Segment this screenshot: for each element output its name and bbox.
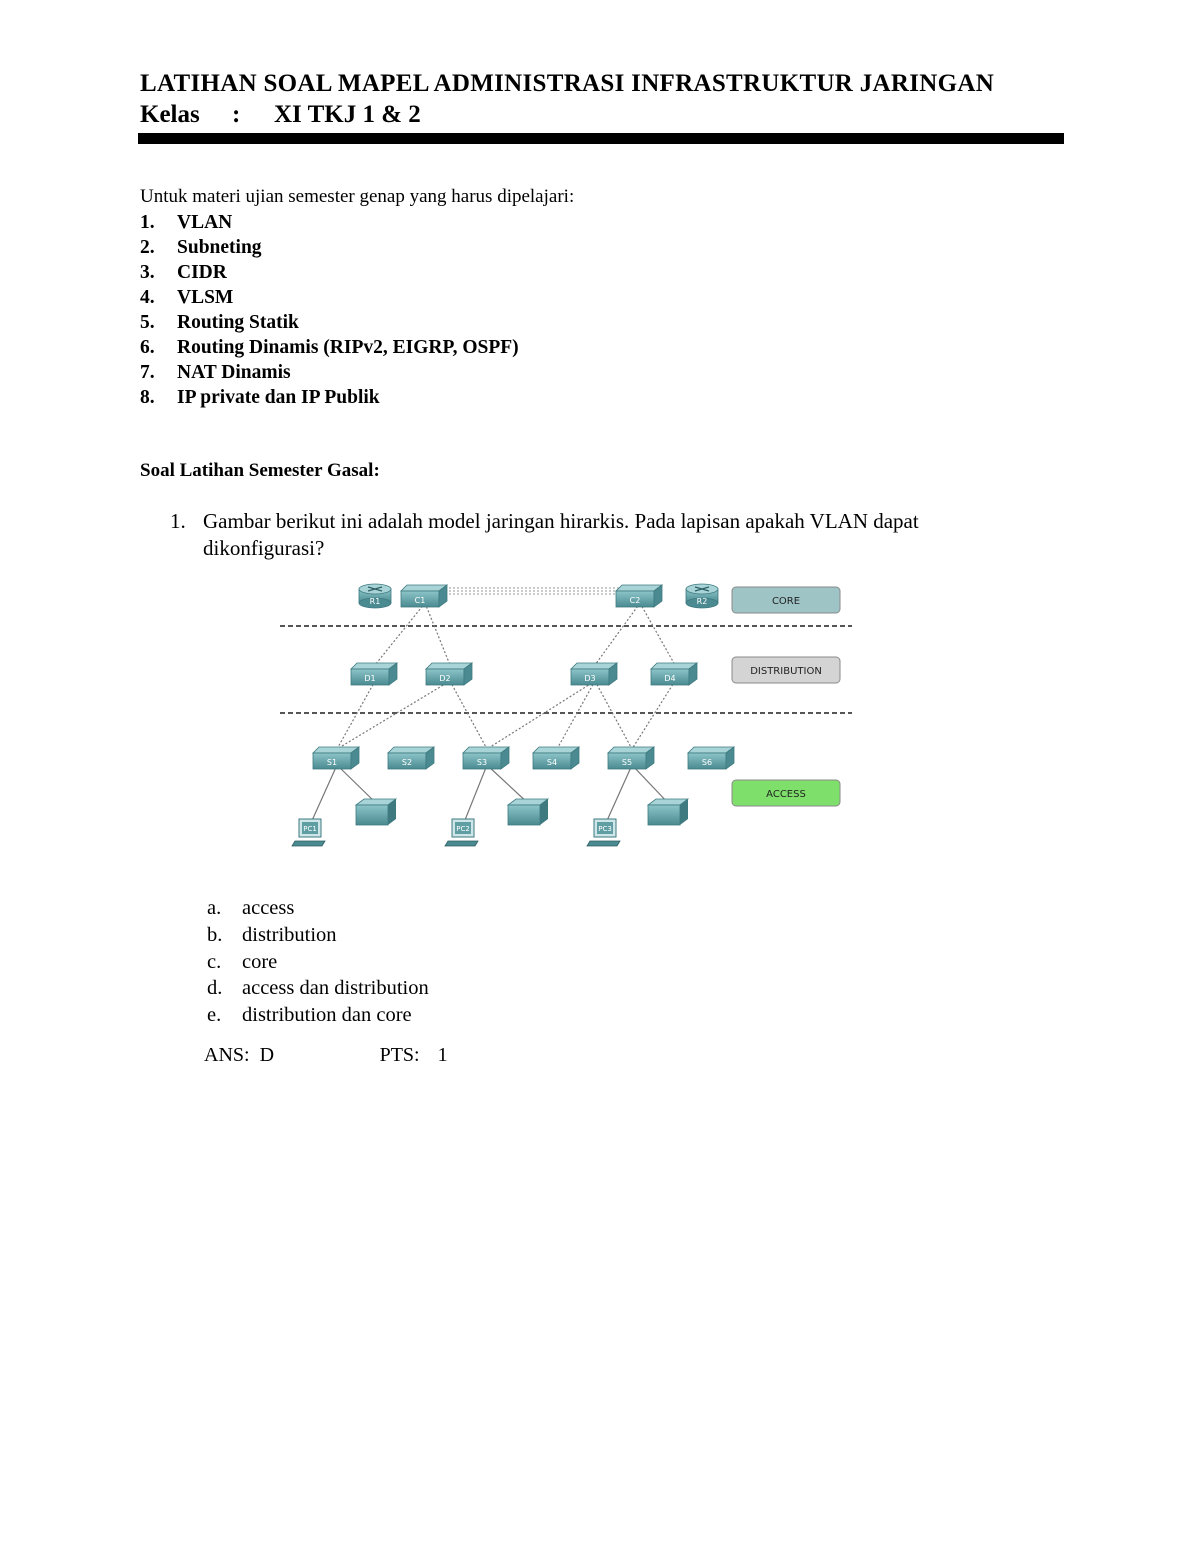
network-hierarchy-diagram — [270, 565, 870, 865]
layer-label-text: CORE — [771, 596, 801, 607]
uplink — [425, 603, 450, 665]
device-label: PC3 — [598, 825, 612, 833]
option-a — [207, 895, 429, 922]
device-label: D3 — [584, 674, 596, 683]
option-letter: c. — [207, 950, 222, 973]
uplink — [375, 603, 425, 665]
access-layer-label — [732, 780, 840, 806]
device-label: PC2 — [456, 825, 470, 833]
topic-label: VLSM — [177, 287, 234, 308]
topic-item — [140, 210, 519, 235]
uplink — [595, 603, 640, 665]
option-e — [207, 1002, 429, 1029]
class-separator: : — [232, 101, 241, 128]
uplink — [557, 681, 595, 749]
question-number: 1. — [170, 509, 186, 533]
topic-label: Subneting — [177, 237, 262, 258]
option-letter: b. — [207, 923, 223, 946]
device-label: S1 — [326, 758, 338, 767]
device-label: S3 — [476, 758, 488, 767]
distribution-switch-icon — [571, 663, 617, 685]
topic-number: 5. — [140, 312, 155, 333]
access-link — [310, 765, 337, 825]
device-label: R1 — [369, 597, 381, 606]
section-title: Soal Latihan Semester Gasal: — [140, 460, 380, 481]
uplink — [337, 681, 375, 749]
device-label: S5 — [621, 758, 633, 767]
option-d — [207, 975, 429, 1002]
class-label: Kelas — [140, 101, 200, 128]
diagram-layer-labels — [732, 587, 840, 806]
topic-number: 3. — [140, 262, 155, 283]
option-text: distribution dan core — [242, 1004, 412, 1027]
router-icon — [686, 584, 718, 608]
uplink — [450, 681, 487, 749]
device-label: S2 — [401, 758, 413, 767]
topic-item — [140, 285, 519, 310]
diagram-devices — [292, 584, 734, 846]
uplink — [337, 681, 450, 749]
device-label: C2 — [629, 596, 641, 605]
access-link — [463, 765, 487, 825]
device-label: C1 — [414, 596, 426, 605]
topic-label: VLAN — [177, 212, 233, 233]
pc-icon — [445, 819, 478, 846]
uplink — [595, 681, 632, 749]
router-icon — [359, 584, 391, 608]
access-switch-icon — [463, 747, 509, 769]
topic-item — [140, 260, 519, 285]
topic-number: 6. — [140, 337, 155, 358]
access-link — [605, 765, 632, 825]
answer-value: D — [259, 1044, 275, 1066]
device-label: S6 — [701, 758, 713, 767]
distribution-switch-icon — [351, 663, 397, 685]
device-label: PC1 — [303, 825, 317, 833]
access-switch-icon — [688, 747, 734, 769]
option-text: access dan distribution — [242, 977, 429, 1000]
topic-number: 4. — [140, 287, 155, 308]
core-layer-label — [732, 587, 840, 613]
printer-icon — [648, 799, 688, 825]
topic-item — [140, 235, 519, 260]
access-switch-icon — [533, 747, 579, 769]
intro-text: Untuk materi ujian semester genap yang harus dipelajari: — [140, 186, 575, 207]
device-label: R2 — [696, 597, 708, 606]
topic-item — [140, 360, 519, 385]
option-letter: a. — [207, 897, 222, 919]
topic-label: NAT Dinamis — [177, 362, 291, 383]
option-letter: d. — [207, 977, 223, 1000]
topic-list — [140, 210, 519, 410]
question-text: Gambar berikut ini adalah model jaringan hirarkis. Pada lapisan apakah VLAN dapat dikonfigurasi? — [203, 509, 919, 560]
option-b — [207, 922, 429, 949]
uplink — [640, 603, 675, 665]
uplink — [487, 681, 595, 749]
uplink — [632, 681, 675, 749]
topic-label: CIDR — [177, 262, 227, 283]
topic-item — [140, 385, 519, 410]
device-label: D4 — [664, 674, 676, 683]
option-text: distribution — [242, 923, 337, 946]
points-value: 1 — [437, 1044, 448, 1066]
device-label: S4 — [546, 758, 558, 767]
answer-options — [207, 895, 429, 1029]
topic-number: 8. — [140, 387, 155, 408]
distribution-layer-label — [732, 657, 840, 683]
topic-label: Routing Dinamis (RIPv2, EIGRP, OSPF) — [177, 337, 519, 358]
document-title: LATIHAN SOAL MAPEL ADMINISTRASI INFRASTRUKTUR JARINGAN — [140, 70, 995, 97]
topic-item — [140, 310, 519, 335]
topic-number: 1. — [140, 212, 155, 233]
topic-item — [140, 335, 519, 360]
topic-number: 2. — [140, 237, 155, 258]
topic-label: Routing Statik — [177, 312, 299, 333]
points-label: PTS: — [379, 1044, 420, 1066]
printer-icon — [508, 799, 548, 825]
distribution-switch-icon — [651, 663, 697, 685]
topic-label: IP private dan IP Publik — [177, 387, 380, 408]
answer-label: ANS: — [204, 1044, 250, 1066]
layer-label-text: DISTRIBUTION — [750, 666, 822, 677]
class-value: XI TKJ 1 & 2 — [274, 101, 421, 128]
answer-line — [204, 1044, 448, 1067]
option-text: core — [242, 950, 278, 973]
header-divider — [138, 133, 1064, 144]
device-label: D2 — [439, 674, 451, 683]
pc-icon — [587, 819, 620, 846]
device-label: D1 — [364, 674, 376, 683]
access-switch-icon — [313, 747, 359, 769]
access-switch-icon — [608, 747, 654, 769]
printer-icon — [356, 799, 396, 825]
option-letter: e. — [207, 1004, 222, 1027]
topic-number: 7. — [140, 362, 155, 383]
layer-label-text: ACCESS — [766, 789, 806, 800]
option-text: access — [242, 897, 295, 919]
class-line — [140, 101, 421, 129]
core-switch-icon — [401, 585, 447, 607]
distribution-switch-icon — [426, 663, 472, 685]
core-switch-icon — [616, 585, 662, 607]
pc-icon — [292, 819, 325, 846]
option-c — [207, 949, 429, 976]
access-switch-icon — [388, 747, 434, 769]
